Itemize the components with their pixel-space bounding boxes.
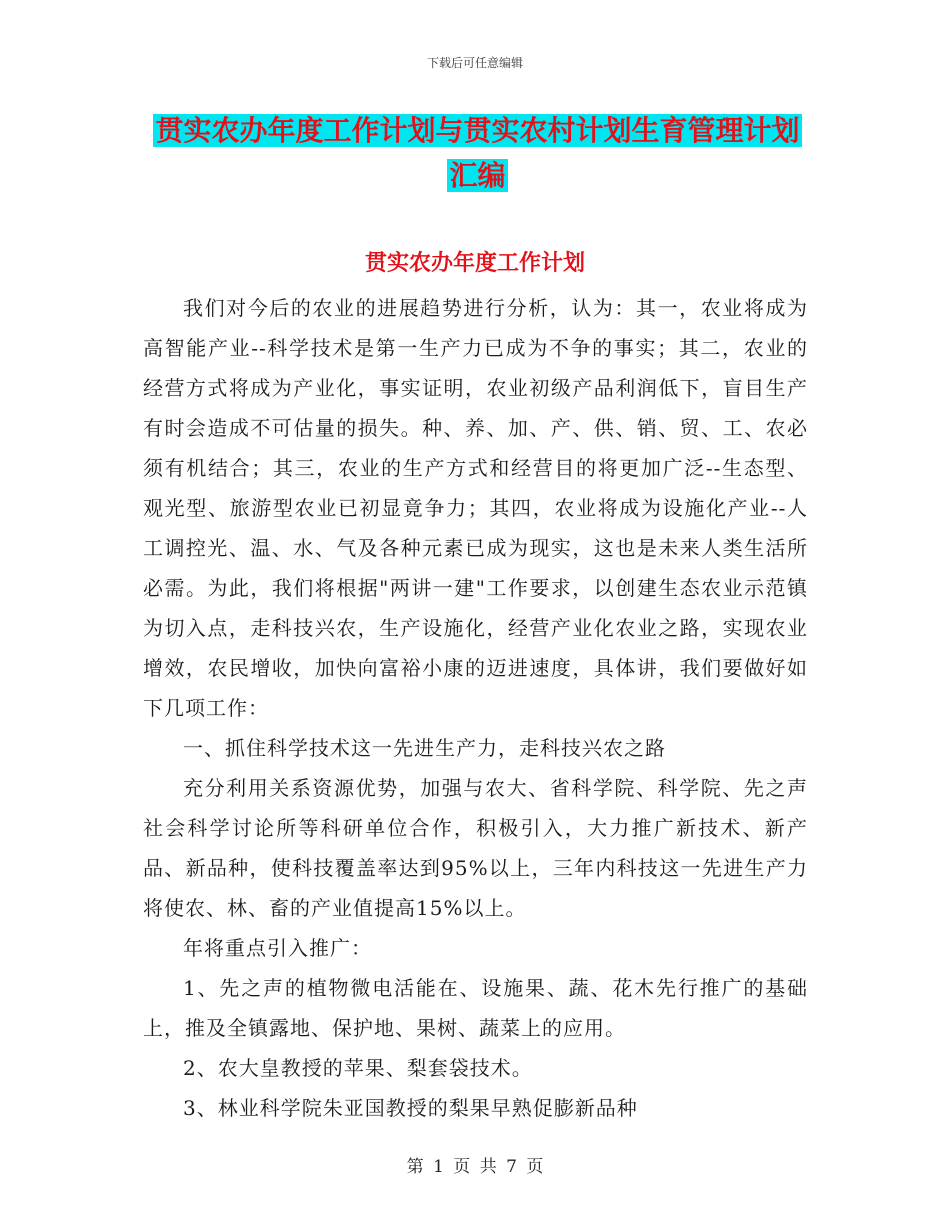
paragraph-item-2: 2、农大皇教授的苹果、梨套袋技术。 <box>183 1056 533 1080</box>
section-title: 贯实农办年度工作计划 <box>364 251 585 276</box>
paragraph-cooperation: 充分利用关系资源优势，加强与农大、省科学院、科学院、先之声社会科学讨论所等科研单位合作，积极引入，大力推广新技术、新产品、新品种，使科技覆盖率达到95%以上，三年内科技这一先进生产力将使农、林、畜的产业值提高15%以上。 <box>143 776 808 920</box>
paragraph-heading-1: 一、抓住科学技术这一先进生产力，走科技兴农之路 <box>183 736 666 760</box>
paragraph-key-promotion: 年将重点引入推广： <box>183 936 372 960</box>
paragraph-intro: 我们对今后的农业的进展趋势进行分析，认为：其一，农业将成为高智能产业--科学技术是第一生产力已成为不争的事实；其二，农业的经营方式将成为产业化，事实证明，农业初级产品利润低下，盲目生产有时会造成不可估量的损失。种、养、加、产、供、销、贸、工、农必须有机结合；其三，农业的生产方式和经营目的将更加广泛--生态型、观光型、旅游型农业已初显竟争力；其四，农业将成为设施化产业--人工调控光、温、水、气及各种元素已成为现实，这也是未来人类生活所必需。为此，我们将根据"两讲一建"工作要求，以创建生态农业示范镇为切入点，走科技兴农，生产设施化，经营产业化农业之路，实现农业增效，农民增收，加快向富裕小康的迈进速度，具体讲，我们要做好如下几项工作： <box>143 296 808 720</box>
body-text <box>143 288 808 1128</box>
document-title <box>145 108 810 198</box>
paragraph-item-1: 1、先之声的植物微电活能在、设施果、蔬、花木先行推广的基础上，推及全镇露地、保护地、果树、蔬菜上的应用。 <box>143 976 808 1040</box>
paragraph-item-3: 3、林业科学院朱亚国教授的梨果早熟促膨新品种 <box>183 1096 638 1120</box>
document-title-line-2: 汇编 <box>449 159 506 192</box>
page-footer: 第 1 页 共 7 页 <box>406 1157 544 1177</box>
document-title-line-1: 贯实农办年度工作计划与贯实农村计划生育管理计划 <box>155 114 800 147</box>
header-note: 下载后可任意编辑 <box>426 56 523 70</box>
